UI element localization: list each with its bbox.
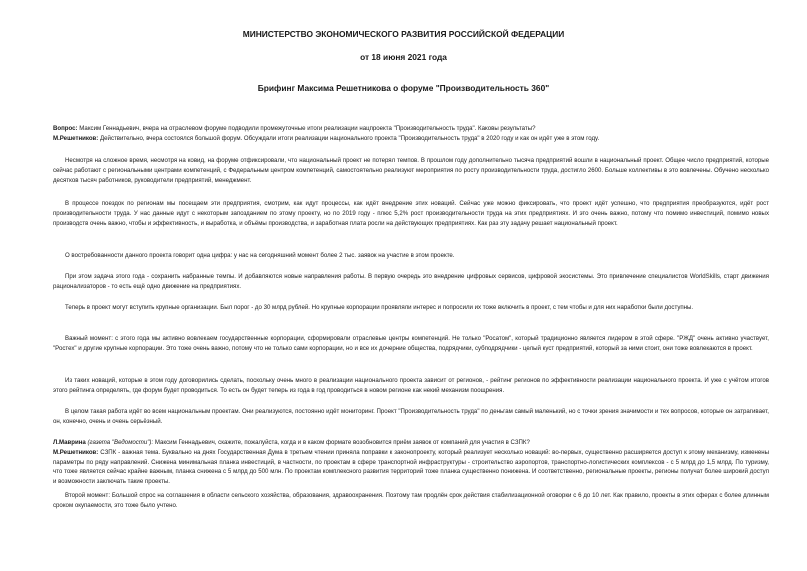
speaker-label: М.Решетников:: [53, 448, 99, 456]
paragraph: Несмотря на сложное время, несмотря на ковид, на форуме отфиксировали, что национальный проект не потерял темпов. В прошлом году дополнительно тысяча предприятий вошли в национальный проект. Общее число предприятий, которые сейчас работают с региональными центрами компетенций, с Федеральным центром компетенций, самостоятельно реализуют мероприятия по росту производительности труда, достигло 2600. Больше коллективы в это вовлечены. Обучено несколько десятков тысяч работников, руководители предприятий, менеджмент.: [53, 157, 769, 184]
media-source: (газета "Ведомости"):: [85, 439, 154, 446]
paragraph: Из таких новаций, которые в этом году договорились сделать, поскольку очень много в реализации национального проекта зависит от регионов, - рейтинг регионов по эффективности реализации национального проекта. И уже с учётом итогов этого рейтинга определять, где форум будет проводиться. То есть он будет теперь из года в год проводиться в новом регионе как некий механизм поощрения.: [53, 377, 769, 394]
speaker-label: Вопрос:: [53, 125, 78, 132]
answer-text: Действительно, вчера состоялся большой форум. Обсуждали итоги реализации национального проекта "Производительность труда" в 2020 году и как он идёт уже в этом году.: [98, 134, 600, 142]
paragraph: В процессе поездок по регионам мы посещаем эти предприятия, смотрим, как идут процессы, как идёт внедрение этих новаций. Сейчас уже можно фиксировать, что проект идёт успешно, что предприятия преобразуются, идёт рост производительности труда. У нас данные идут с некоторым запозданием по этому проекту, но по 2019 году - плюс 5,2% рост производительности труда на этих предприятиях. И это очень важно, потому что помимо инвестиций, помимо новых производств очень важно, чтобы и эффективность, и выработка, и объёмы производства, и заработная плата росли на действующих предприятиях. Как раз эту задачу решает национальный проект.: [53, 200, 769, 227]
speaker-label: М.Решетников:: [53, 134, 99, 142]
paragraph: Теперь в проект могут вступить крупные организации. Был порог - до 30 млрд рублей. Но крупные корпорации проявляли интерес и попросили их тоже включить в проект, с тем чтобы и для них наработки были доступны.: [65, 304, 694, 311]
question-1: [53, 124, 769, 144]
paragraph: Важный момент: с этого года мы активно вовлекаем государственные корпорации, сформировали отраслевые центры компетенций. Не только "Росатом", который традиционно является лидером в этой сфере. "РЖД" очень активно участвует, "Ростех" и другие крупные корпорации. Это тоже очень важно, потому что не только сами корпорации, но и все их дочерние общества, подрядчики, субподрядчики - целый куст предприятий, который за ними стоит, они тоже вовлекаются в проект.: [53, 335, 769, 352]
question-text: Максим Геннадьевич, вчера на отраслевом форуме подводили промежуточные итоги реализации нацпроекта "Производительность труда". Каковы результаты?: [77, 125, 536, 132]
speaker-label: Л.Маврина: [53, 439, 86, 446]
paragraph: При этом задача этого года - сохранить набранные темпы. И добавляются новые направления работы. В первую очередь это внедрение цифровых сервисов, цифровой экосистемы. Это привлечение специалистов WorldSkills, старт движения рационализаторов - то есть ещё одно движение на предприятиях.: [53, 273, 769, 290]
question-2: [53, 438, 769, 487]
question-text: Максим Геннадьевич, скажите, пожалуйста, когда и в каком формате возобновится приём заявок от компаний для участия в СЗПК?: [153, 439, 530, 446]
ministry-heading: МИНИСТЕРСТВО ЭКОНОМИЧЕСКОГО РАЗВИТИЯ РОССИЙСКОЙ ФЕДЕРАЦИИ: [242, 29, 565, 39]
paragraph: В целом такая работа идёт во всем национальным проектам. Они реализуются, постоянно идёт мониторинг. Проект "Производительность труда" по деньгам самый маленький, но с точки зрения значимости и тех вопросов, которые он затрагивает, он, конечно, очень и очень серьёзный.: [53, 408, 769, 425]
briefing-date: от 18 июня 2021 года: [360, 52, 447, 62]
answer-text: СЗПК - важная тема. Буквально на днях Государственная Дума в третьем чтении приняла поправки к законопроекту, который реализует несколько новаций: во-первых, существенно расширяется доступ к этому механизму, изменены параметры по ряду направлений. Снижена минимальная планка инвестиций, в частности, по проектам в сфере транспортной инфраструктуры - строительство аэропортов, транспортно-логистических комплексов - с 5 млрд до 1,5 млрд. По туризму, что тоже является сейчас крайне важным, планка снижена с 5 млрд до 500 млн. По проектам комплексного развития территорий тоже планка существенно понижена. И соответственно, региональные проекты, регионы получат более широкий доступ и возможности заключать такие проекты.: [53, 448, 769, 486]
paragraph: О востребованности данного проекта говорит одна цифра: у нас на сегодняшний момент более 2 тыс. заявок на участие в этом проекте.: [65, 252, 455, 259]
briefing-title: Брифинг Максима Решетникова о форуме "Производительность 360": [257, 83, 550, 93]
paragraph: Второй момент: Большой спрос на соглашения в области сельского хозяйства, образования, здравоохранения. Поэтому там продлён срок действия стабилизационной оговорки с 6 до 10 лет. Как правило, проекты в этих сферах с более длинным сроком окупаемости, это тоже было учтено.: [53, 492, 769, 509]
